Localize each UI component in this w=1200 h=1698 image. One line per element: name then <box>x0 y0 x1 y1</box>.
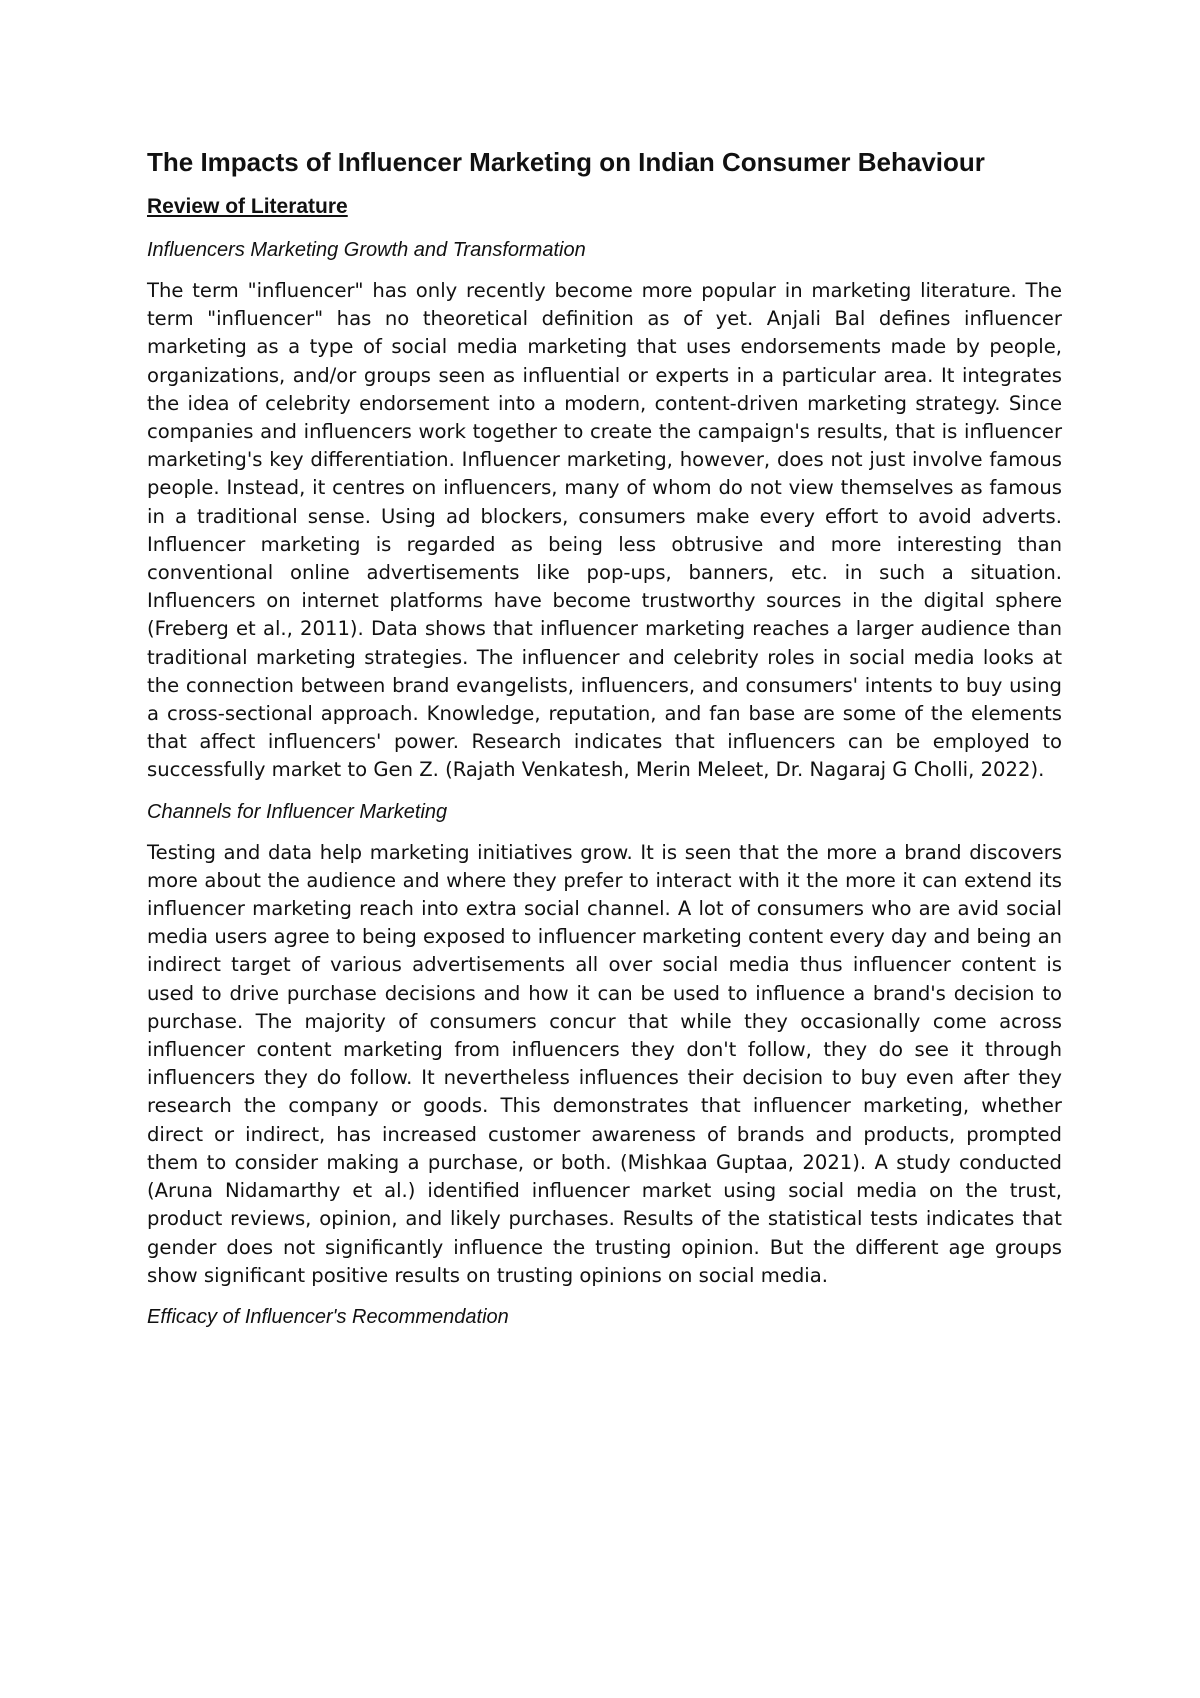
document-page <box>147 145 1062 1344</box>
subheading-efficacy: Efficacy of Influencer's Recommendation <box>147 1305 509 1328</box>
subheading-channels: Channels for Influencer Marketing <box>147 800 448 823</box>
subheading-growth-and-transformation: Influencers Marketing Growth and Transformation <box>147 239 586 261</box>
paragraph-growth-and-transformation: The term "influencer" has only recently become more popular in marketing literature. The term "influencer" has no theoretical definition as of yet. Anjali Bal defines influencer marketing as a type of social media marketing that uses endorsements made by people, organizations, and/or groups seen as influential or experts in a particular area. It integrates the idea of celebrity endorsement into a modern, content-driven marketing strategy. Since companies and influencers work together to create the campaign's results, that is influencer marketing's key differentiation. Influencer marketing, however, does not just involve famous people. Instead, it centres on influencers, many of whom do not view themselves as famous in a traditional sense. Using ad blockers, consumers make every effort to avoid adverts. Influencer marketing is regarded as being less obtrusive and more interesting than conventional online advertisements like pop-ups, banners, etc. in such a situation. Influencers on internet platforms have become trustworthy sources in the digital sphere (Freberg et al., 2011). Data shows that influencer marketing reaches a larger audience than traditional marketing strategies. The influencer and celebrity roles in social media looks at the connection between brand evangelists, influencers, and consumers' intents to buy using a cross-sectional approach. Knowledge, reputation, and fan base are some of the elements that affect influencers' power. Research indicates that influencers can be employed to successfully market to Gen Z. (Rajath Venkatesh, Merin Meleet, Dr. Nagaraj G Cholli, 2022). <box>147 279 1062 782</box>
paragraph-channels: Testing and data help marketing initiatives grow. It is seen that the more a brand discovers more about the audience and where they prefer to interact with it the more it can extend its influencer marketing reach into extra social channel. A lot of consumers who are avid social media users agree to being exposed to influencer marketing content every day and being an indirect target of various advertisements all over social media thus influencer content is used to drive purchase decisions and how it can be used to influence a brand's decision to purchase. The majority of consumers concur that while they occasionally come across influencer content marketing from influencers they don't follow, they do see it through influencers they do follow. It nevertheless influences their decision to buy even after they research the company or goods. This demonstrates that influencer marketing, whether direct or indirect, has increased customer awareness of brands and products, prompted them to consider making a purchase, or both. (Mishkaa Guptaa, 2021). A study conducted (Aruna Nidamarthy et al.) identified influencer market using social media on the trust, product reviews, opinion, and likely purchases. Results of the statistical tests indicates that gender does not significantly influence the trusting opinion. But the different age groups show significant positive results on trusting opinions on social media. <box>147 840 1062 1287</box>
section-heading-review-of-literature: Review of Literature <box>147 195 348 218</box>
document-title: The Impacts of Influencer Marketing on Indian Consumer Behaviour <box>147 147 985 177</box>
